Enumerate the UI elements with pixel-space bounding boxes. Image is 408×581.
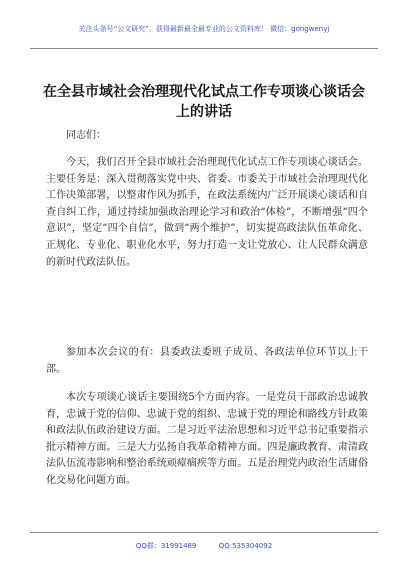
paragraph-1: 今天，我们召开全县市域社会治理现代化试点工作专项谈心谈话会。主要任务是：深入贯彻落实党中央、省委、市委关于市域社会治理现代化工作决策部署，以整肃作风为抓手，在政法系统内广泛开展谈心谈话和自查自纠工作，通过持续加强政治理论学习和政治“体检”，不断增强“四个意识”，坚定“四个自信”，做到“两个维护”，切实提高政法队伍革命化、正规化、专业化、职业化水平，努力打造一支让党放心、让人民群众满意的新时代政法队伍。: [46, 157, 368, 268]
footer-contact-text: QQ群：31991489 QQ:535304092: [135, 542, 273, 550]
document-title: 在全县市域社会治理现代化试点工作专项谈心谈话会上的讲话: [43, 84, 365, 120]
page-footer: [30, 532, 378, 581]
page-header: [30, 0, 378, 49]
paragraph-2: 参加本次会议的有：县委政法委班子成员、各政法单位环节以上干部。: [46, 347, 368, 375]
salutation: 同志们：: [66, 130, 106, 141]
paragraph-3: 本次专项谈心谈话主要围绕5个方面内容。一是党员干部政治忠诚教育，忠诚于党的信仰、忠诚于党的组织、忠诚于党的理论和路线方针政策和政法队伍政治建设方面。二是习近平法治思想和习近平总书记重要指示批示精神方面。三是大力弘扬自我革命精神方面。四是廉政教育、肃清政法队伍流毒影响和整治系统顽瘴痼疾等方面。五是治理党内政治生活庸俗化交易化问题方面。: [46, 392, 368, 486]
header-promo-text[interactable]: 关注头条号“公文研究”，获得最新最全最专业的公文资料库！ 微信：gongwenyj: [78, 25, 330, 33]
